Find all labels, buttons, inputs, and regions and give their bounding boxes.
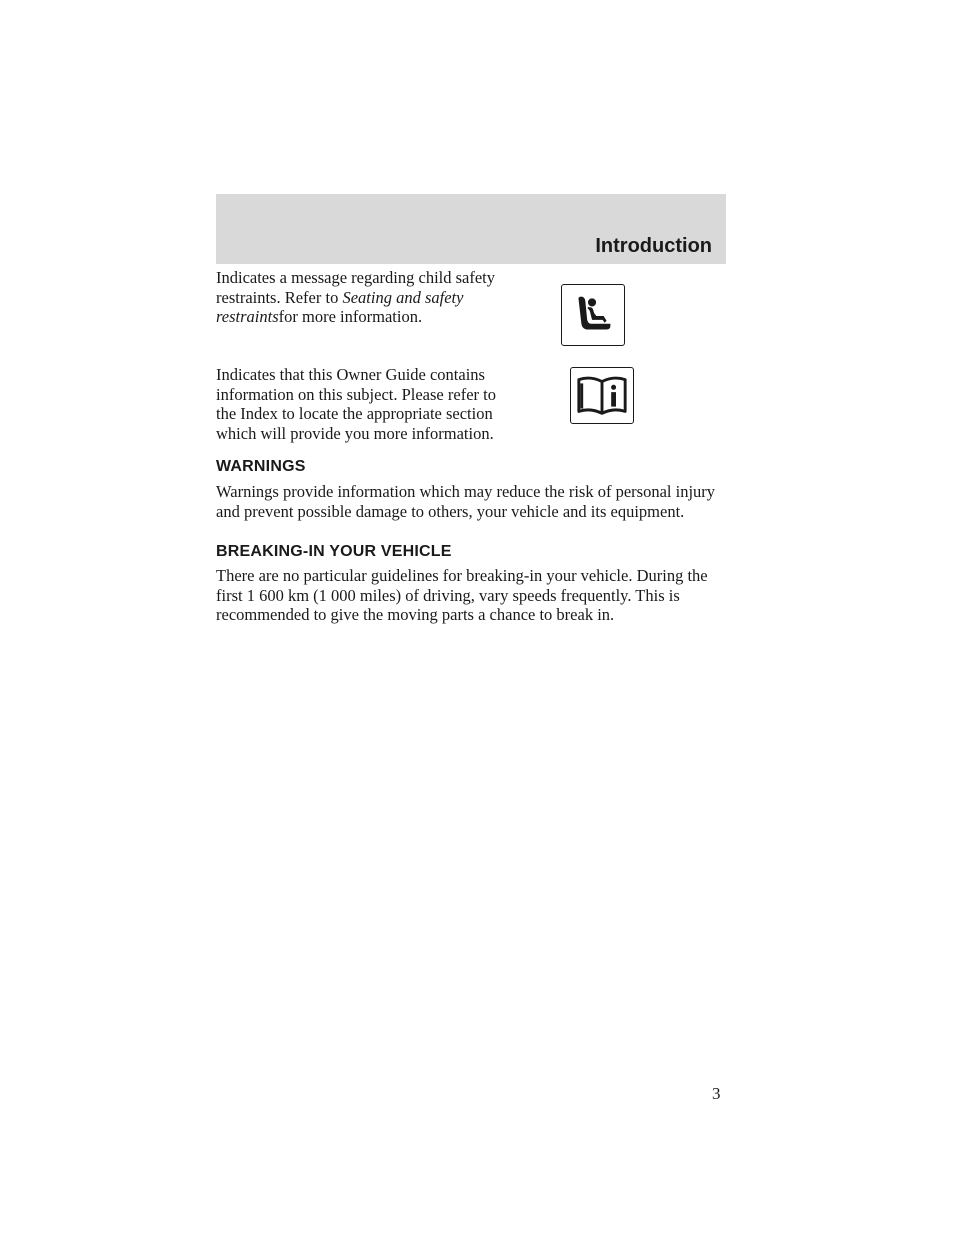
seating-restraints-reference: Seating and safety restraints: [216, 287, 464, 326]
child-restraint-text: Indicates a message regarding child safety restraints. Refer to: [216, 268, 496, 307]
owner-guide-book-icon: [570, 367, 634, 424]
page-number: 3: [712, 1084, 721, 1103]
child-restraint-text-end: for more information.: [278, 307, 423, 326]
child-seat-icon: [561, 284, 625, 346]
child-restraint-paragraph: [216, 268, 496, 327]
warnings-heading: WARNINGS: [216, 458, 306, 475]
breaking-in-paragraph: There are no particular guidelines for breaking-in your vehicle. During the first 1 600 km (1 000 miles) of driving, vary speeds frequently. This is recommended to give the moving parts a chance to break in.: [216, 566, 708, 624]
section-title: Introduction: [595, 235, 712, 257]
owner-guide-paragraph: Indicates that this Owner Guide contains information on this subject. Please refer to the Index to locate the appropriate section which will provide you more information.: [216, 365, 496, 443]
warnings-paragraph: Warnings provide information which may reduce the risk of personal injury and prevent possible damage to others, your vehicle and its equipment.: [216, 482, 716, 521]
section-header-band: [216, 194, 726, 264]
breaking-in-heading: BREAKING-IN YOUR VEHICLE: [216, 543, 452, 560]
